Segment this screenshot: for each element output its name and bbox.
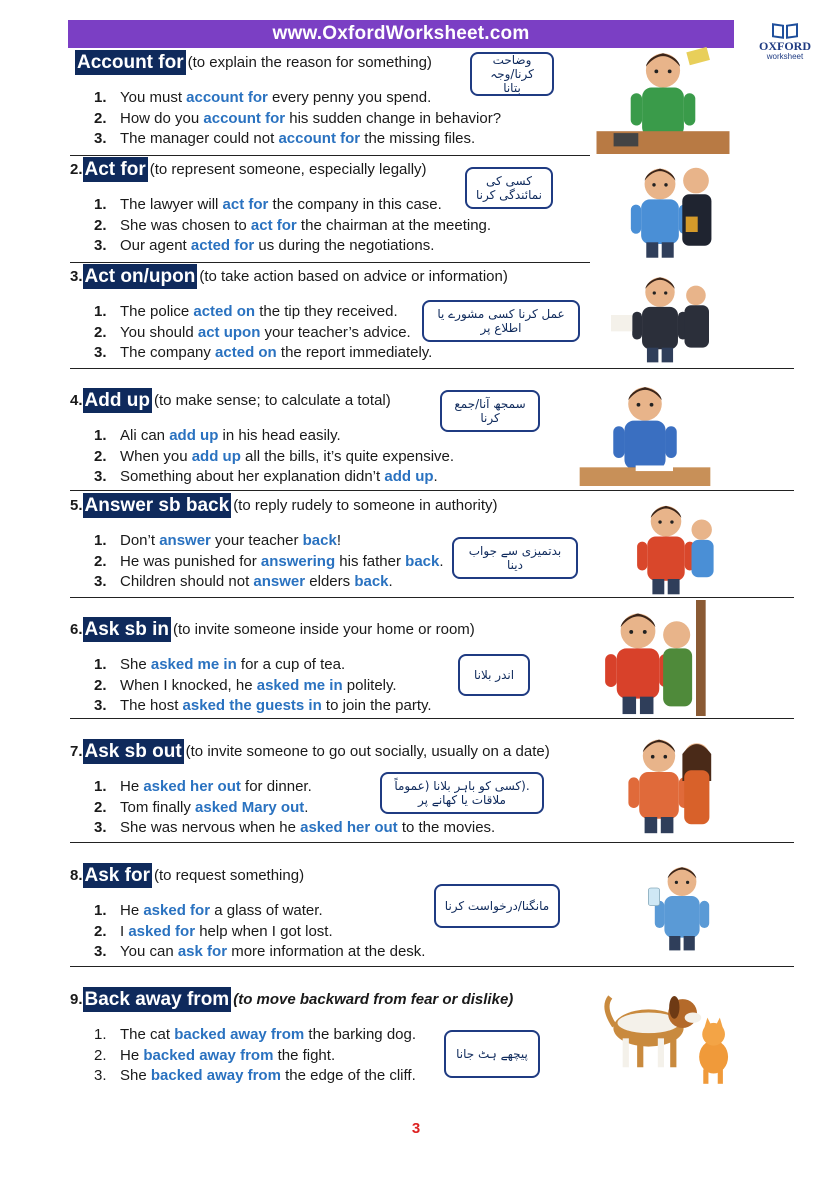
sentence-text: Don’t [120, 532, 160, 549]
section-divider [70, 155, 590, 156]
sentence-text: your teacher [210, 532, 303, 549]
definition-text: (to request something) [153, 867, 305, 884]
teacher-student-illustration [596, 494, 736, 596]
sentence-text: for a cup of tea. [236, 656, 346, 673]
example-sentence [94, 195, 491, 216]
sentence-text: The manager could not [120, 130, 279, 148]
section-title-row [70, 617, 475, 643]
section-title-row [70, 157, 427, 183]
section-title-row [70, 493, 497, 519]
sentence-text: his father [335, 552, 406, 570]
phrasal-verb-heading: Act on/upon [84, 266, 196, 287]
highlighted-phrase: add up [169, 427, 219, 444]
sentence-text: She [120, 1067, 151, 1085]
sentence-text: the report immediately. [276, 344, 433, 362]
example-sentence [94, 942, 425, 963]
highlighted-phrase: act upon [197, 323, 261, 341]
sentence-text: The company [120, 344, 216, 362]
section-divider [70, 842, 794, 843]
phrasal-verb-heading: Account for [77, 52, 184, 73]
example-sentence [94, 531, 444, 552]
section-title-row [70, 739, 550, 765]
phrasal-verb-heading: Ask for [84, 865, 150, 886]
example-list [94, 531, 444, 593]
sentence-text: He [120, 1046, 144, 1064]
definition-text: (to reply rudely to someone in authority) [233, 497, 498, 514]
example-list [94, 655, 432, 717]
section-title-row [70, 388, 391, 414]
highlighted-phrase: answer [253, 573, 306, 591]
section-divider [70, 490, 794, 491]
example-number: 2. [94, 216, 107, 234]
phrasal-verb-heading: Back away from [84, 989, 230, 1010]
highlighted-phrase: backed away from [143, 1046, 274, 1064]
boy-calculator-illustration [596, 40, 730, 154]
section-number: 8. [70, 867, 83, 884]
example-number: 3. [94, 819, 107, 837]
dog-cat-illustration [564, 966, 764, 1090]
example-number: 3. [94, 237, 107, 255]
sentence-text: I [120, 922, 129, 940]
example-list [94, 302, 432, 364]
page-number: 3 [411, 1120, 421, 1137]
example-number: 1. [94, 778, 107, 795]
highlighted-phrase: acted on [215, 344, 277, 362]
sentence-text: to join the party. [321, 697, 432, 715]
sentence-text: She was nervous when he [120, 819, 301, 837]
sentence-text: the chairman at the meeting. [296, 216, 492, 234]
example-list [94, 1025, 416, 1087]
sentence-text: He [120, 902, 144, 919]
section-number: 2. [70, 161, 83, 178]
example-sentence [94, 323, 432, 344]
highlighted-phrase: account for [186, 89, 268, 106]
sentence-text: for dinner. [240, 778, 312, 795]
example-list [94, 195, 491, 257]
sentence-text: He was punished for [120, 552, 261, 570]
example-sentence [94, 901, 425, 922]
example-number: 1. [94, 89, 107, 106]
boy-girl-talking-illustration [596, 722, 722, 840]
logo-brand: OXFORD [759, 39, 811, 53]
example-sentence [94, 1025, 416, 1046]
example-sentence [94, 572, 444, 593]
example-sentence [94, 447, 454, 468]
highlighted-phrase: asked for [143, 902, 211, 919]
highlighted-phrase: acted on [193, 303, 256, 320]
example-number: 2. [94, 323, 107, 341]
example-number: 3. [94, 468, 107, 486]
sentence-text: politely. [342, 676, 397, 694]
urdu-translation-box: اندر بلانا [458, 654, 530, 696]
section-number: 4. [70, 392, 83, 409]
highlighted-phrase: asked the guests in [182, 697, 322, 715]
urdu-translation-box: .(کسی کو باہر بلانا (عموماً ملاقات یا کھانے پر [380, 772, 544, 814]
example-list [94, 426, 454, 488]
example-number: 2. [94, 447, 107, 465]
definition-text: (to invite someone to go out socially, usually on a date) [185, 743, 550, 760]
highlighted-phrase: act for [222, 196, 269, 213]
highlighted-phrase: act for [250, 216, 297, 234]
highlighted-phrase: account for [203, 109, 286, 127]
sentence-text: the missing files. [360, 130, 476, 148]
example-sentence [94, 343, 432, 364]
example-number: 1. [94, 902, 107, 919]
example-sentence [94, 467, 454, 488]
section-divider [70, 262, 590, 263]
highlighted-phrase: account for [278, 130, 361, 148]
sentence-text: elders [305, 573, 355, 591]
section-title-row [70, 264, 508, 290]
sentence-text: ! [336, 532, 341, 549]
sentence-text: more information at the desk. [227, 943, 426, 961]
highlighted-phrase: back [354, 573, 389, 591]
example-sentence [94, 129, 501, 150]
example-sentence [94, 818, 495, 839]
section-title-row [70, 863, 304, 889]
urdu-translation-box: مانگنا/درخواست کرنا [434, 884, 560, 928]
example-number: 1. [94, 427, 107, 444]
highlighted-phrase: answering [260, 552, 336, 570]
phrasal-verb-heading: Ask sb in [84, 619, 169, 640]
sentence-text: his sudden change in behavior? [285, 109, 502, 127]
example-number: 2. [94, 552, 107, 570]
example-number: 2. [94, 676, 107, 694]
example-sentence [94, 676, 432, 697]
definition-text: (to invite someone inside your home or room) [173, 621, 475, 638]
example-number: 1. [94, 532, 107, 549]
sentence-text: Our agent [120, 237, 191, 255]
book-icon [772, 24, 798, 40]
sentence-text: Ali can [120, 427, 170, 444]
example-number: 2. [94, 1046, 107, 1064]
urdu-translation-box: وضاحت کرنا/وجہ بتانا [470, 52, 554, 96]
example-sentence [94, 922, 425, 943]
sentence-text: . [439, 552, 444, 570]
police-tip-illustration [588, 266, 732, 364]
example-number: 1. [94, 196, 107, 213]
highlighted-phrase: backed away from [150, 1067, 281, 1085]
sentence-text: Children should not [120, 573, 254, 591]
example-number: 3. [94, 697, 107, 715]
example-sentence [94, 1066, 416, 1087]
example-number: 2. [94, 798, 107, 816]
sentence-text: all the bills, it’s quite expensive. [240, 447, 455, 465]
example-number: 1. [94, 656, 107, 673]
phrasal-verb-heading: Add up [84, 390, 150, 411]
highlighted-phrase: add up [191, 447, 241, 465]
highlighted-phrase: answer [159, 532, 211, 549]
highlighted-phrase: back [302, 532, 337, 549]
sentence-text: in his head easily. [218, 427, 341, 444]
example-sentence [94, 655, 432, 676]
sentence-text: How do you [120, 109, 204, 127]
section-divider [70, 597, 794, 598]
section-title-row [75, 50, 432, 76]
example-number: 3. [94, 1067, 107, 1085]
sentence-text: us during the negotiations. [254, 237, 435, 255]
sentence-text: . [304, 798, 309, 816]
section-number: 9. [70, 991, 83, 1008]
highlighted-phrase: asked me in [256, 676, 343, 694]
highlighted-phrase: backed away from [174, 1026, 305, 1043]
sentence-text: The police [120, 303, 194, 320]
example-number: 1. [94, 303, 107, 320]
sentence-text: your teacher’s advice. [260, 323, 411, 341]
sentence-text: He [120, 778, 144, 795]
example-number: 2. [94, 109, 107, 127]
example-number: 2. [94, 922, 107, 940]
sentence-text: every penny you spend. [267, 89, 432, 106]
highlighted-phrase: add up [384, 468, 434, 486]
section-number: 6. [70, 621, 83, 638]
sentence-text: She [120, 656, 151, 673]
sentence-text: . [433, 468, 438, 486]
highlighted-phrase: back [405, 552, 440, 570]
woman-inviting-boy-illustration [560, 600, 716, 716]
example-sentence [94, 109, 501, 130]
sentence-text: the fight. [273, 1046, 336, 1064]
section-divider [70, 718, 794, 719]
example-sentence [94, 302, 432, 323]
highlighted-phrase: ask for [177, 943, 228, 961]
definition-text: (to represent someone, especially legally) [149, 161, 427, 178]
section-title-row [70, 987, 513, 1013]
sentence-text: the company in this case. [268, 196, 442, 213]
urdu-translation-box: پیچھے ہٹ جانا [444, 1030, 540, 1078]
sentence-text: help when I got lost. [195, 922, 333, 940]
example-list [94, 901, 425, 963]
example-sentence [94, 552, 444, 573]
phrasal-verb-heading: Answer sb back [84, 495, 230, 516]
example-number: 3. [94, 943, 107, 961]
phrasal-verb-heading: Act for [84, 159, 146, 180]
definition-text: (to take action based on advice or information) [199, 268, 508, 285]
sentence-text: to the movies. [397, 819, 496, 837]
highlighted-phrase: asked Mary out [195, 798, 305, 816]
sentence-text: You should [120, 323, 198, 341]
highlighted-phrase: asked for [128, 922, 196, 940]
section-number: 3. [70, 268, 83, 285]
sentence-text: She was chosen to [120, 216, 251, 234]
example-sentence [94, 236, 491, 257]
sentence-text: Something about her explanation didn’t [120, 468, 385, 486]
sentence-text: You must [120, 89, 187, 106]
man-glass-water-illustration [626, 846, 738, 962]
sentence-text: The lawyer will [120, 196, 223, 213]
highlighted-phrase: asked her out [143, 778, 241, 795]
sentence-text: the barking dog. [304, 1026, 417, 1043]
example-sentence [94, 216, 491, 237]
sentence-text: the edge of the cliff. [280, 1067, 416, 1085]
site-header: www.OxfordWorksheet.com [68, 20, 734, 48]
highlighted-phrase: asked me in [150, 656, 237, 673]
example-number: 3. [94, 130, 107, 148]
highlighted-phrase: acted for [190, 237, 255, 255]
sentence-text: Tom finally [120, 798, 196, 816]
urdu-translation-box: بدتمیزی سے جواب دینا [452, 537, 578, 579]
lawyer-handshake-illustration [600, 156, 720, 260]
urdu-translation-box: کسی کی نمائندگی کرنا [465, 167, 553, 209]
section-number: 5. [70, 497, 83, 514]
sentence-text: You can [120, 943, 178, 961]
sentence-text: . [388, 573, 393, 591]
sentence-text: When you [120, 447, 192, 465]
example-sentence [94, 88, 501, 109]
example-sentence [94, 696, 432, 717]
definition-text: (to explain the reason for something) [187, 54, 432, 71]
phrasal-verb-heading: Ask sb out [84, 741, 182, 762]
sentence-text: The cat [120, 1026, 175, 1043]
example-sentence [94, 1046, 416, 1067]
logo-sub: worksheet [766, 52, 804, 61]
section-number: 7. [70, 743, 83, 760]
urdu-translation-box: عمل کرنا کسی مشورے یا اطلاع پر [422, 300, 580, 342]
sentence-text: When I knocked, he [120, 676, 257, 694]
sentence-text: the tip they received. [255, 303, 398, 320]
urdu-translation-box: سمجھ آنا/جمع کرنا [440, 390, 540, 432]
boy-thinking-illustration [576, 374, 714, 486]
definition-text: (to move backward from fear or dislike) [233, 991, 514, 1008]
example-number: 3. [94, 573, 107, 591]
sentence-text: a glass of water. [210, 902, 323, 919]
example-sentence [94, 426, 454, 447]
example-list [94, 88, 501, 150]
example-number: 3. [94, 344, 107, 362]
highlighted-phrase: asked her out [300, 819, 398, 837]
section-divider [70, 368, 794, 369]
example-number: 1. [94, 1026, 107, 1043]
definition-text: (to make sense; to calculate a total) [153, 392, 391, 409]
sentence-text: The host [120, 697, 183, 715]
